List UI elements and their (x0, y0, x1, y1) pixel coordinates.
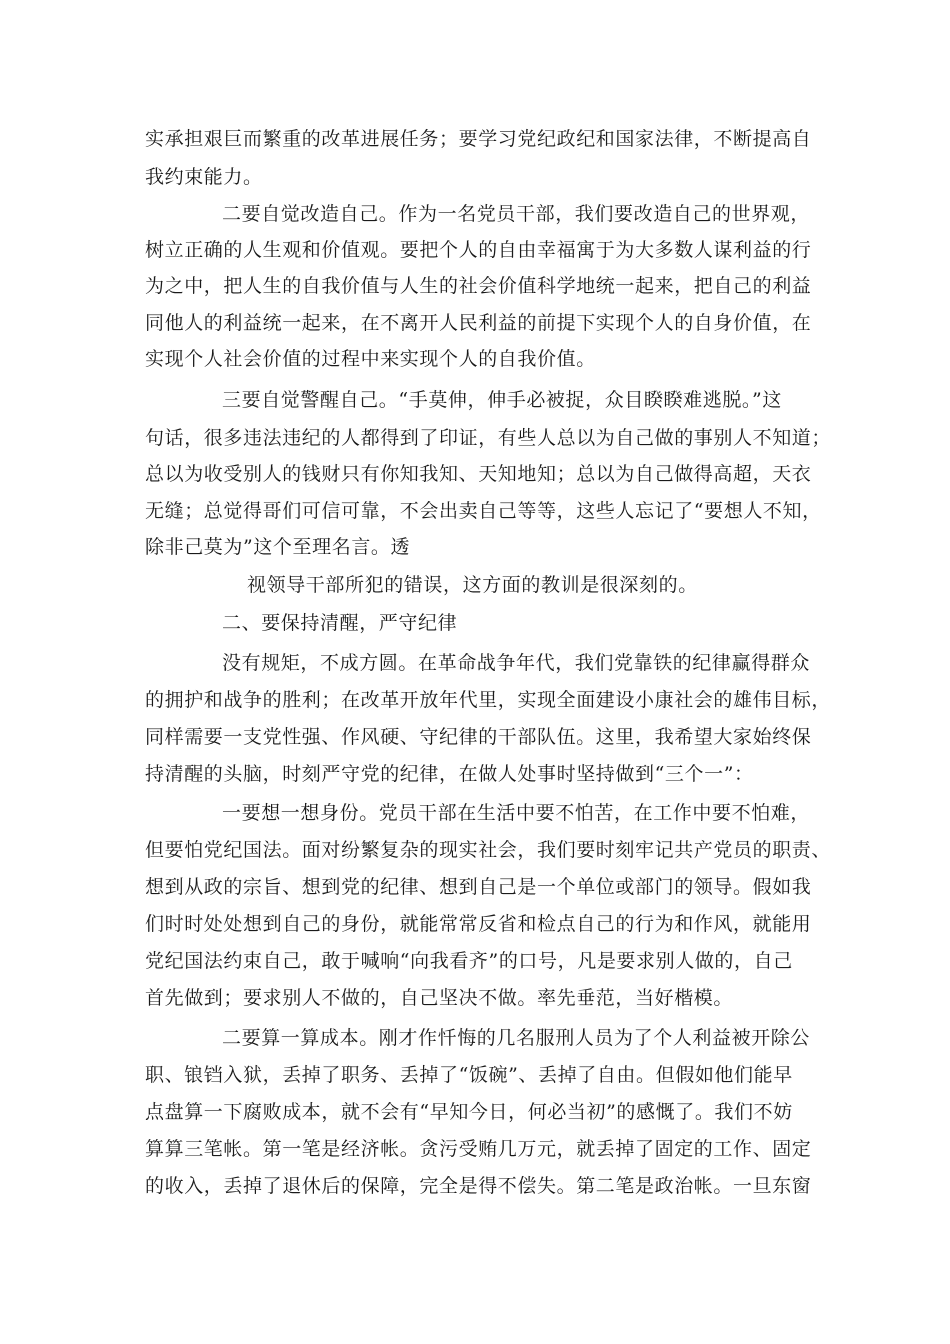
section-heading: 二、要保持清醒，严守纪律 (222, 612, 458, 634)
text-line: 一要想一想身份。党员干部在生活中要不怕苦，在工作中要不怕难， (222, 802, 811, 824)
text-line: 三要自觉警醒自己。“手莫伸，伸手必被捉，众目睽睽难逃脱。”这 (222, 389, 782, 411)
text-line: 党纪国法约束自己，敢于喊响“向我看齐”的口号，凡是要求别人做的，自己 (145, 950, 793, 972)
text-line: 没有规矩，不成方圆。在革命战争年代，我们党靠铁的纪律赢得群众 (222, 652, 811, 674)
text-line: 二要算一算成本。刚才作忏悔的几名服刑人员为了个人利益被开除公 (222, 1027, 811, 1049)
text-line: 二要自觉改造自己。作为一名党员干部，我们要改造自己的世界观， (222, 203, 811, 225)
text-line: 同他人的利益统一起来，在不离开人民利益的前提下实现个人的自身价值，在 (145, 312, 812, 334)
text-line: 视领导干部所犯的错误，这方面的教训是很深刻的。 (247, 574, 698, 596)
text-line: 除非己莫为”这个至理名言。透 (145, 536, 411, 558)
text-line: 算算三笔帐。第一笔是经济帐。贪污受贿几万元，就丢掉了固定的工作、固定 (145, 1138, 812, 1160)
text-line: 同样需要一支党性强、作风硬、守纪律的干部队伍。这里，我希望大家始终保 (145, 726, 812, 748)
text-line: 的拥护和战争的胜利；在改革开放年代里，实现全面建设小康社会的雄伟目标， (145, 689, 832, 711)
text-line: 的收入，丢掉了退休后的保障，完全是得不偿失。第二笔是政治帐。一旦东窗 (145, 1175, 812, 1197)
text-line: 我约束能力。 (145, 166, 263, 188)
text-line: 职、锒铛入狱，丢掉了职务、丢掉了“饭碗”、丢掉了自由。但假如他们能早 (145, 1064, 793, 1086)
text-line: 为之中，把人生的自我价值与人生的社会价值科学地统一起来，把自己的利益 (145, 275, 812, 297)
text-line: 想到从政的宗旨、想到党的纪律、想到自己是一个单位或部门的领导。假如我 (145, 876, 812, 898)
text-line: 树立正确的人生观和价值观。要把个人的自由幸福寓于为大多数人谋利益的行 (145, 239, 812, 261)
text-line: 但要怕党纪国法。面对纷繁复杂的现实社会，我们要时刻牢记共产党员的职责、 (145, 839, 832, 861)
text-line: 总以为收受别人的钱财只有你知我知、天知地知；总以为自己做得高超，天衣 (145, 463, 812, 485)
text-line: 点盘算一下腐败成本，就不会有“早知今日，何必当初”的感慨了。我们不妨 (145, 1101, 793, 1123)
text-line: 实现个人社会价值的过程中来实现个人的自我价值。 (145, 348, 596, 370)
text-line: 无缝；总觉得哥们可信可靠，不会出卖自己等等，这些人忘记了“要想人不知， (145, 500, 822, 522)
text-line: 句话，很多违法违纪的人都得到了印证，有些人总以为自己做的事别人不知道； (145, 427, 832, 449)
text-line: 持清醒的头脑，时刻严守党的纪律，在做人处事时坚持做到“三个一”： (145, 763, 754, 785)
text-line: 首先做到；要求别人不做的，自己坚决不做。率先垂范，当好楷模。 (145, 987, 734, 1009)
text-line: 们时时处处想到自己的身份，就能常常反省和检点自己的行为和作风，就能用 (145, 913, 812, 935)
text-line: 实承担艰巨而繁重的改革进展任务；要学习党纪政纪和国家法律，不断提高自 (145, 128, 812, 150)
